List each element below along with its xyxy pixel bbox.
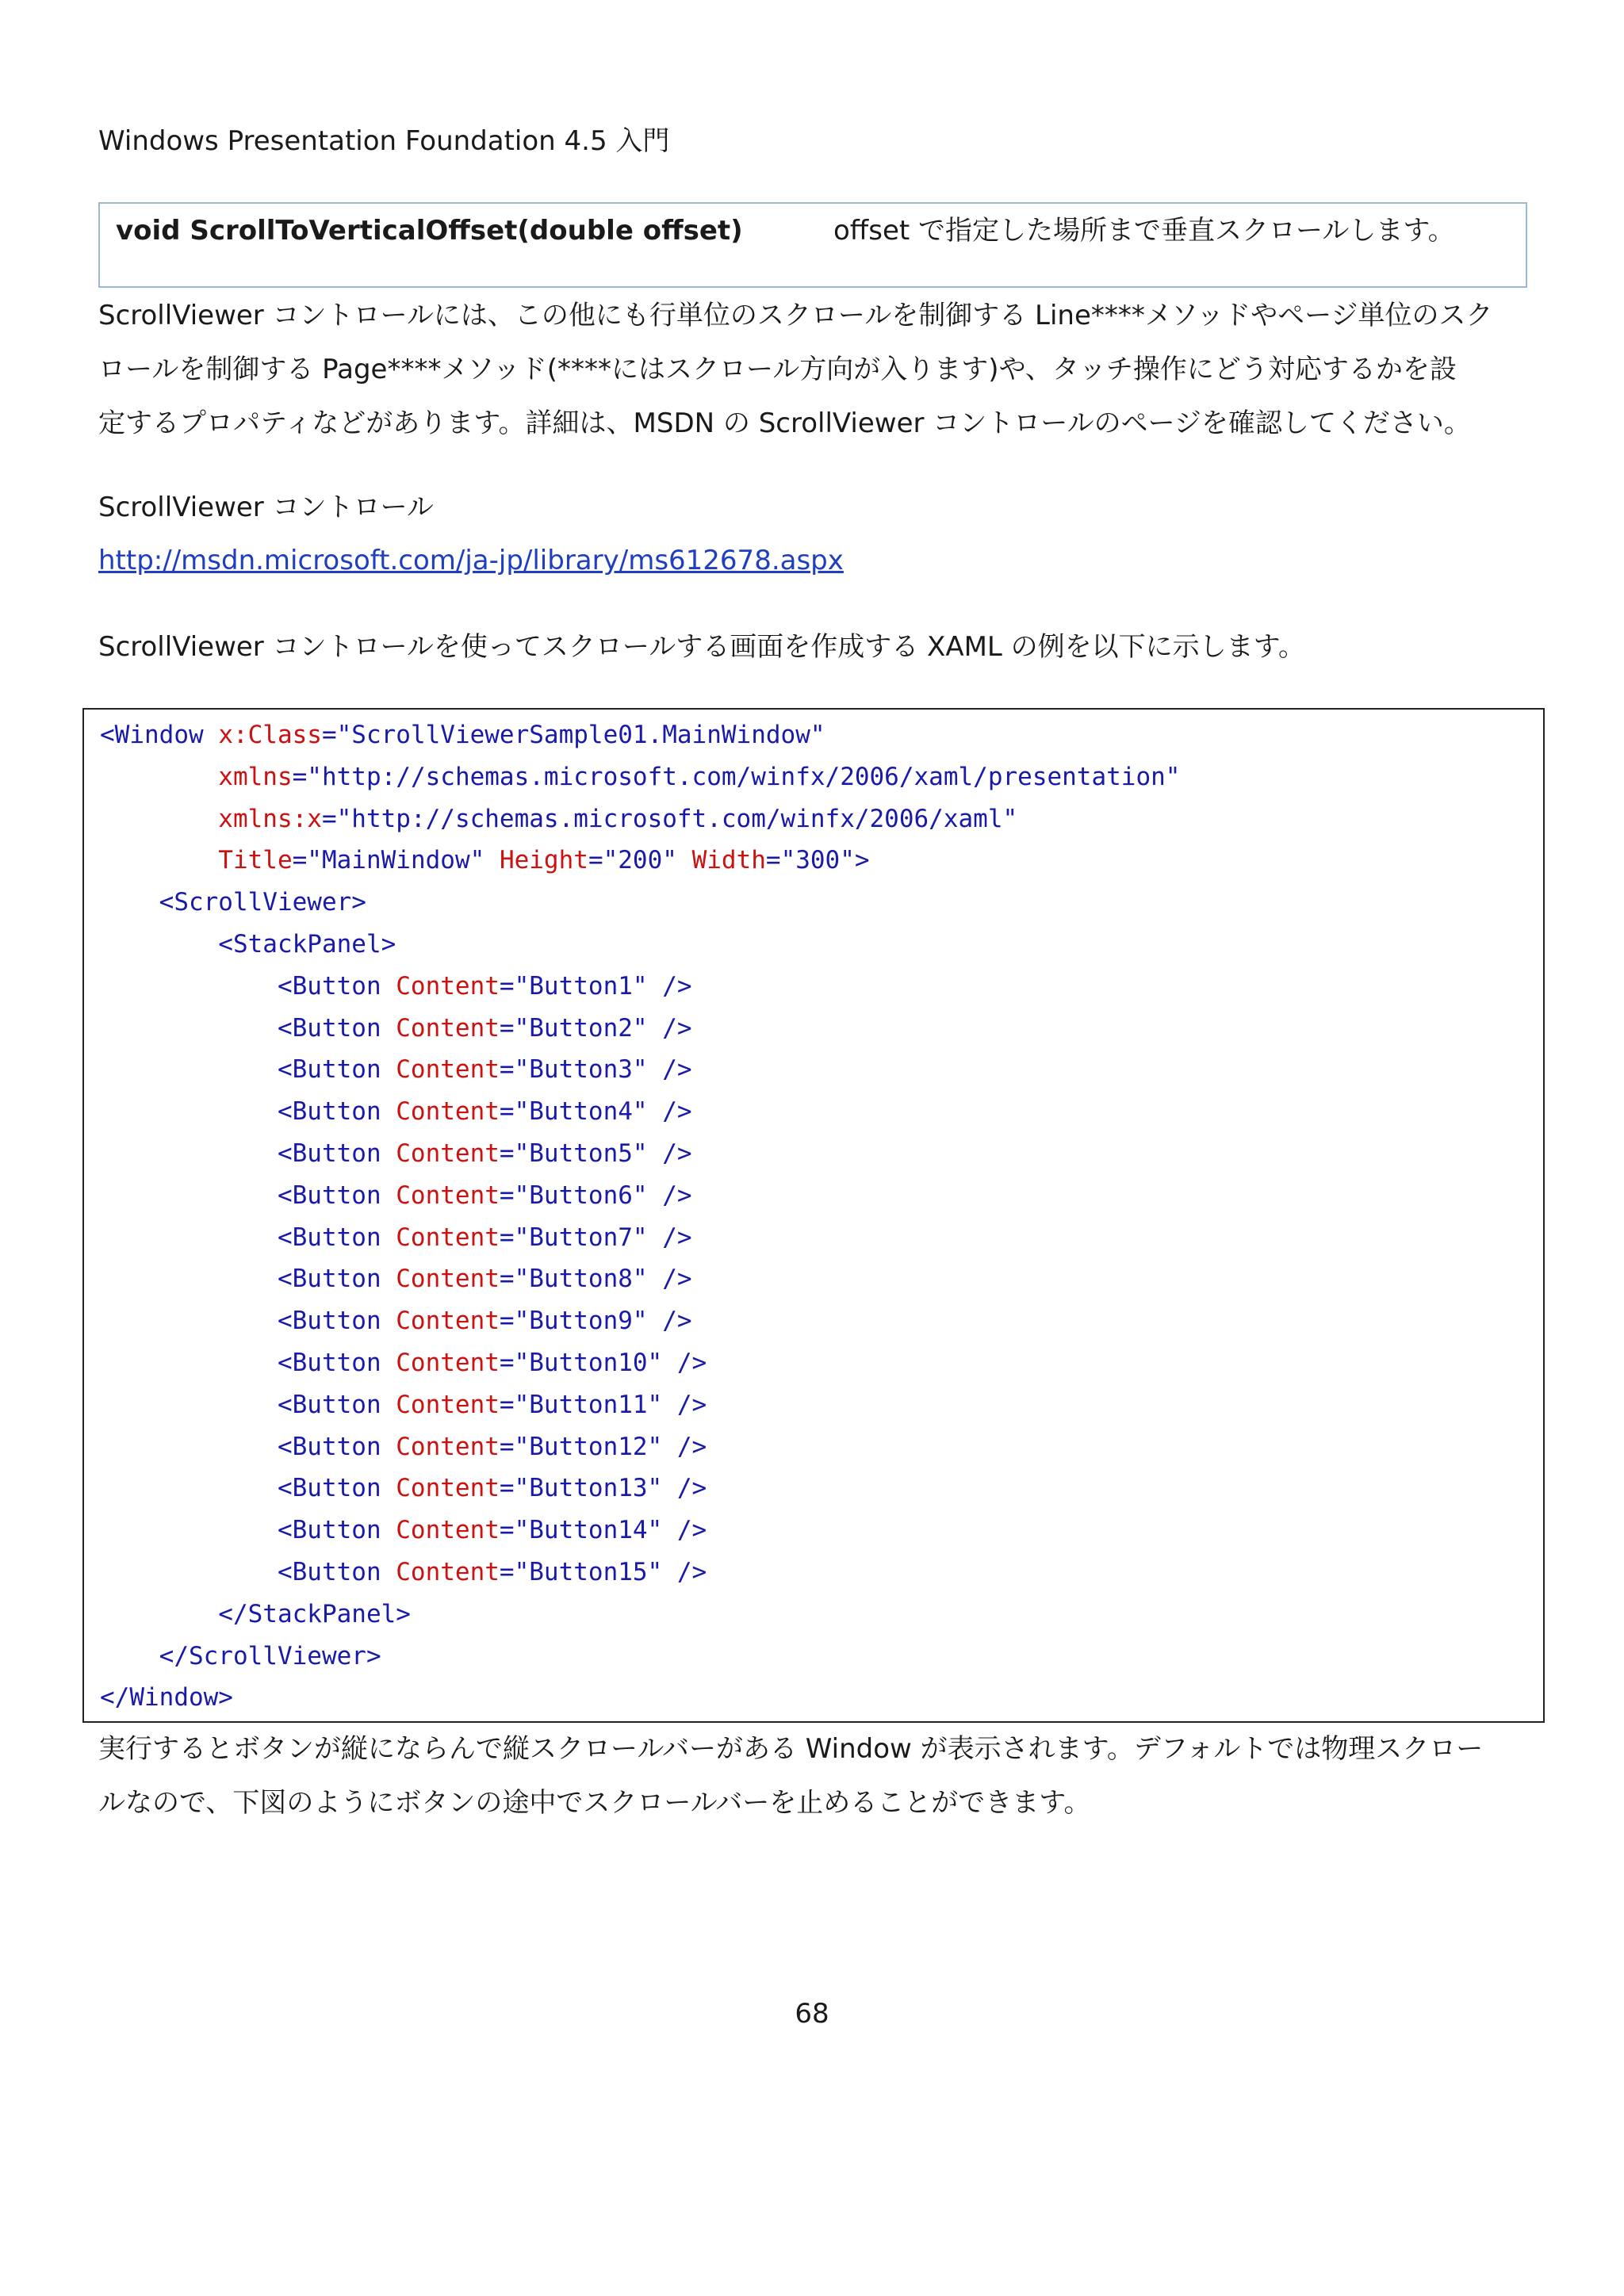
code-line (100, 1175, 1180, 1217)
method-table (98, 202, 1527, 288)
code-line (100, 1594, 1180, 1636)
code-token: ="Button7" /> (499, 1223, 692, 1252)
code-line (100, 1008, 1180, 1050)
code-token: Content (381, 1516, 500, 1545)
code-token: ="Button3" /> (499, 1055, 692, 1085)
code-token: Content (381, 1432, 500, 1461)
code-token: ="Button10" /> (499, 1348, 707, 1377)
code-token: <Button (100, 1474, 381, 1503)
code-token: ="http://schemas.microsoft.com/winfx/2006/xaml/presentation" (292, 762, 1181, 791)
code-line (100, 882, 1180, 924)
paragraph-xaml-intro: ScrollViewer コントロールを使ってスクロールする画面を作成する XAML の例を以下に示します。 (98, 631, 1305, 663)
code-token: ="Button14" /> (499, 1516, 707, 1545)
code-token: Content (381, 1390, 500, 1419)
code-token: ="Button12" /> (499, 1432, 707, 1461)
code-line (100, 1384, 1180, 1426)
code-token: Content (381, 1138, 500, 1168)
code-token: Content (381, 1013, 500, 1043)
code-token: Title (100, 846, 293, 875)
method-signature: void ScrollToVerticalOffset(double offset) (116, 215, 743, 247)
code-token: Content (381, 1223, 500, 1252)
code-token: ="Button13" /> (499, 1474, 707, 1503)
paragraph-line: ルなので、下図のようにボタンの途中でスクロールバーを止めることができます。 (98, 1787, 1091, 1819)
code-line (100, 1133, 1180, 1175)
paragraph-line: ScrollViewer コントロールには、この他にも行単位のスクロールを制御する Line****メソッドやページ単位のスク (98, 300, 1493, 331)
code-line (100, 1217, 1180, 1259)
method-description: offset で指定した場所まで垂直スクロールします。 (833, 215, 1455, 247)
code-token: </Window> (100, 1683, 233, 1712)
code-token: <Button (100, 1055, 381, 1085)
paragraph-scrollviewer-methods (98, 289, 1535, 450)
code-line (100, 1300, 1180, 1342)
code-line (100, 714, 1180, 756)
paragraph-line: 定するプロパティなどがあります。詳細は、MSDN の ScrollViewer コントロールのページを確認してください。 (98, 408, 1471, 439)
code-token: <Button (100, 1223, 381, 1252)
code-token: <Button (100, 971, 381, 1001)
code-token: <ScrollViewer> (100, 888, 366, 917)
code-line (100, 1636, 1180, 1678)
code-token: Content (381, 1265, 500, 1294)
code-token: <Button (100, 1516, 381, 1545)
code-token: <Button (100, 1348, 381, 1377)
code-token: ="http://schemas.microsoft.com/winfx/2006/xaml" (321, 804, 1018, 833)
code-token: ="200" (588, 846, 677, 875)
code-token: Content (381, 1348, 500, 1377)
code-token: ="Button9" /> (499, 1307, 692, 1336)
reference-title: ScrollViewer コントロール (98, 492, 434, 523)
code-token: Content (381, 1557, 500, 1586)
code-line (100, 1091, 1180, 1133)
code-listing (82, 708, 1545, 1723)
code-line (100, 1258, 1180, 1300)
code-token: ="Button6" /> (499, 1181, 692, 1210)
code-token: Height (485, 846, 588, 875)
code-token: Content (381, 1181, 500, 1210)
code-line (100, 1468, 1180, 1510)
code-token: ="Button4" /> (499, 1097, 692, 1127)
code-line (100, 1426, 1180, 1468)
code-token: <Button (100, 1557, 381, 1586)
code-token: Content (381, 1474, 500, 1503)
code-line (100, 966, 1180, 1008)
page-header: Windows Presentation Foundation 4.5 入門 (98, 125, 670, 157)
code-token: ="Button15" /> (499, 1557, 707, 1586)
code-lines (100, 714, 1180, 1719)
code-token: ="Button11" /> (499, 1390, 707, 1419)
code-token: ="Button5" /> (499, 1138, 692, 1168)
code-line (100, 756, 1180, 798)
code-token: ="MainWindow" (292, 846, 485, 875)
code-line (100, 1342, 1180, 1384)
code-token: </StackPanel> (100, 1599, 411, 1628)
code-token: </ScrollViewer> (100, 1641, 381, 1670)
code-token: Width (676, 846, 766, 875)
code-token: Content (381, 1097, 500, 1127)
page-number: 68 (795, 1998, 829, 2030)
msdn-link[interactable]: http://msdn.microsoft.com/ja-jp/library/ms612678.aspx (98, 545, 844, 576)
code-token: <Button (100, 1265, 381, 1294)
code-token: <Button (100, 1181, 381, 1210)
code-line (100, 1552, 1180, 1594)
code-token: <Button (100, 1390, 381, 1419)
code-line (100, 1510, 1180, 1552)
code-token: xmlns (100, 762, 293, 791)
code-token: ="300"> (765, 846, 870, 875)
code-token: <Window (100, 721, 204, 749)
code-line (100, 1049, 1180, 1091)
code-token: <Button (100, 1307, 381, 1336)
code-token: Content (381, 971, 500, 1001)
code-token: xmlns:x (100, 804, 322, 833)
code-token: <Button (100, 1432, 381, 1461)
code-token: Content (381, 1055, 500, 1085)
code-line (100, 924, 1180, 966)
code-line (100, 840, 1180, 882)
code-token: <StackPanel> (100, 929, 396, 959)
code-token: x:Class (203, 721, 322, 749)
code-token: <Button (100, 1097, 381, 1127)
code-token: ="ScrollViewerSample01.MainWindow" (321, 721, 825, 749)
code-token: ="Button2" /> (499, 1013, 692, 1043)
code-token: Content (381, 1307, 500, 1336)
code-line (100, 1677, 1180, 1719)
code-token: <Button (100, 1013, 381, 1043)
paragraph-result (98, 1722, 1535, 1830)
code-token: ="Button1" /> (499, 971, 692, 1001)
paragraph-line: 実行するとボタンが縦にならんで縦スクロールバーがある Window が表示されます。デフォルトでは物理スクロー (98, 1733, 1484, 1765)
code-token: ="Button8" /> (499, 1265, 692, 1294)
code-token: <Button (100, 1138, 381, 1168)
code-line (100, 798, 1180, 840)
paragraph-line: ロールを制御する Page****メソッド(****にはスクロール方向が入ります)や、タッチ操作にどう対応するかを設 (98, 354, 1457, 385)
